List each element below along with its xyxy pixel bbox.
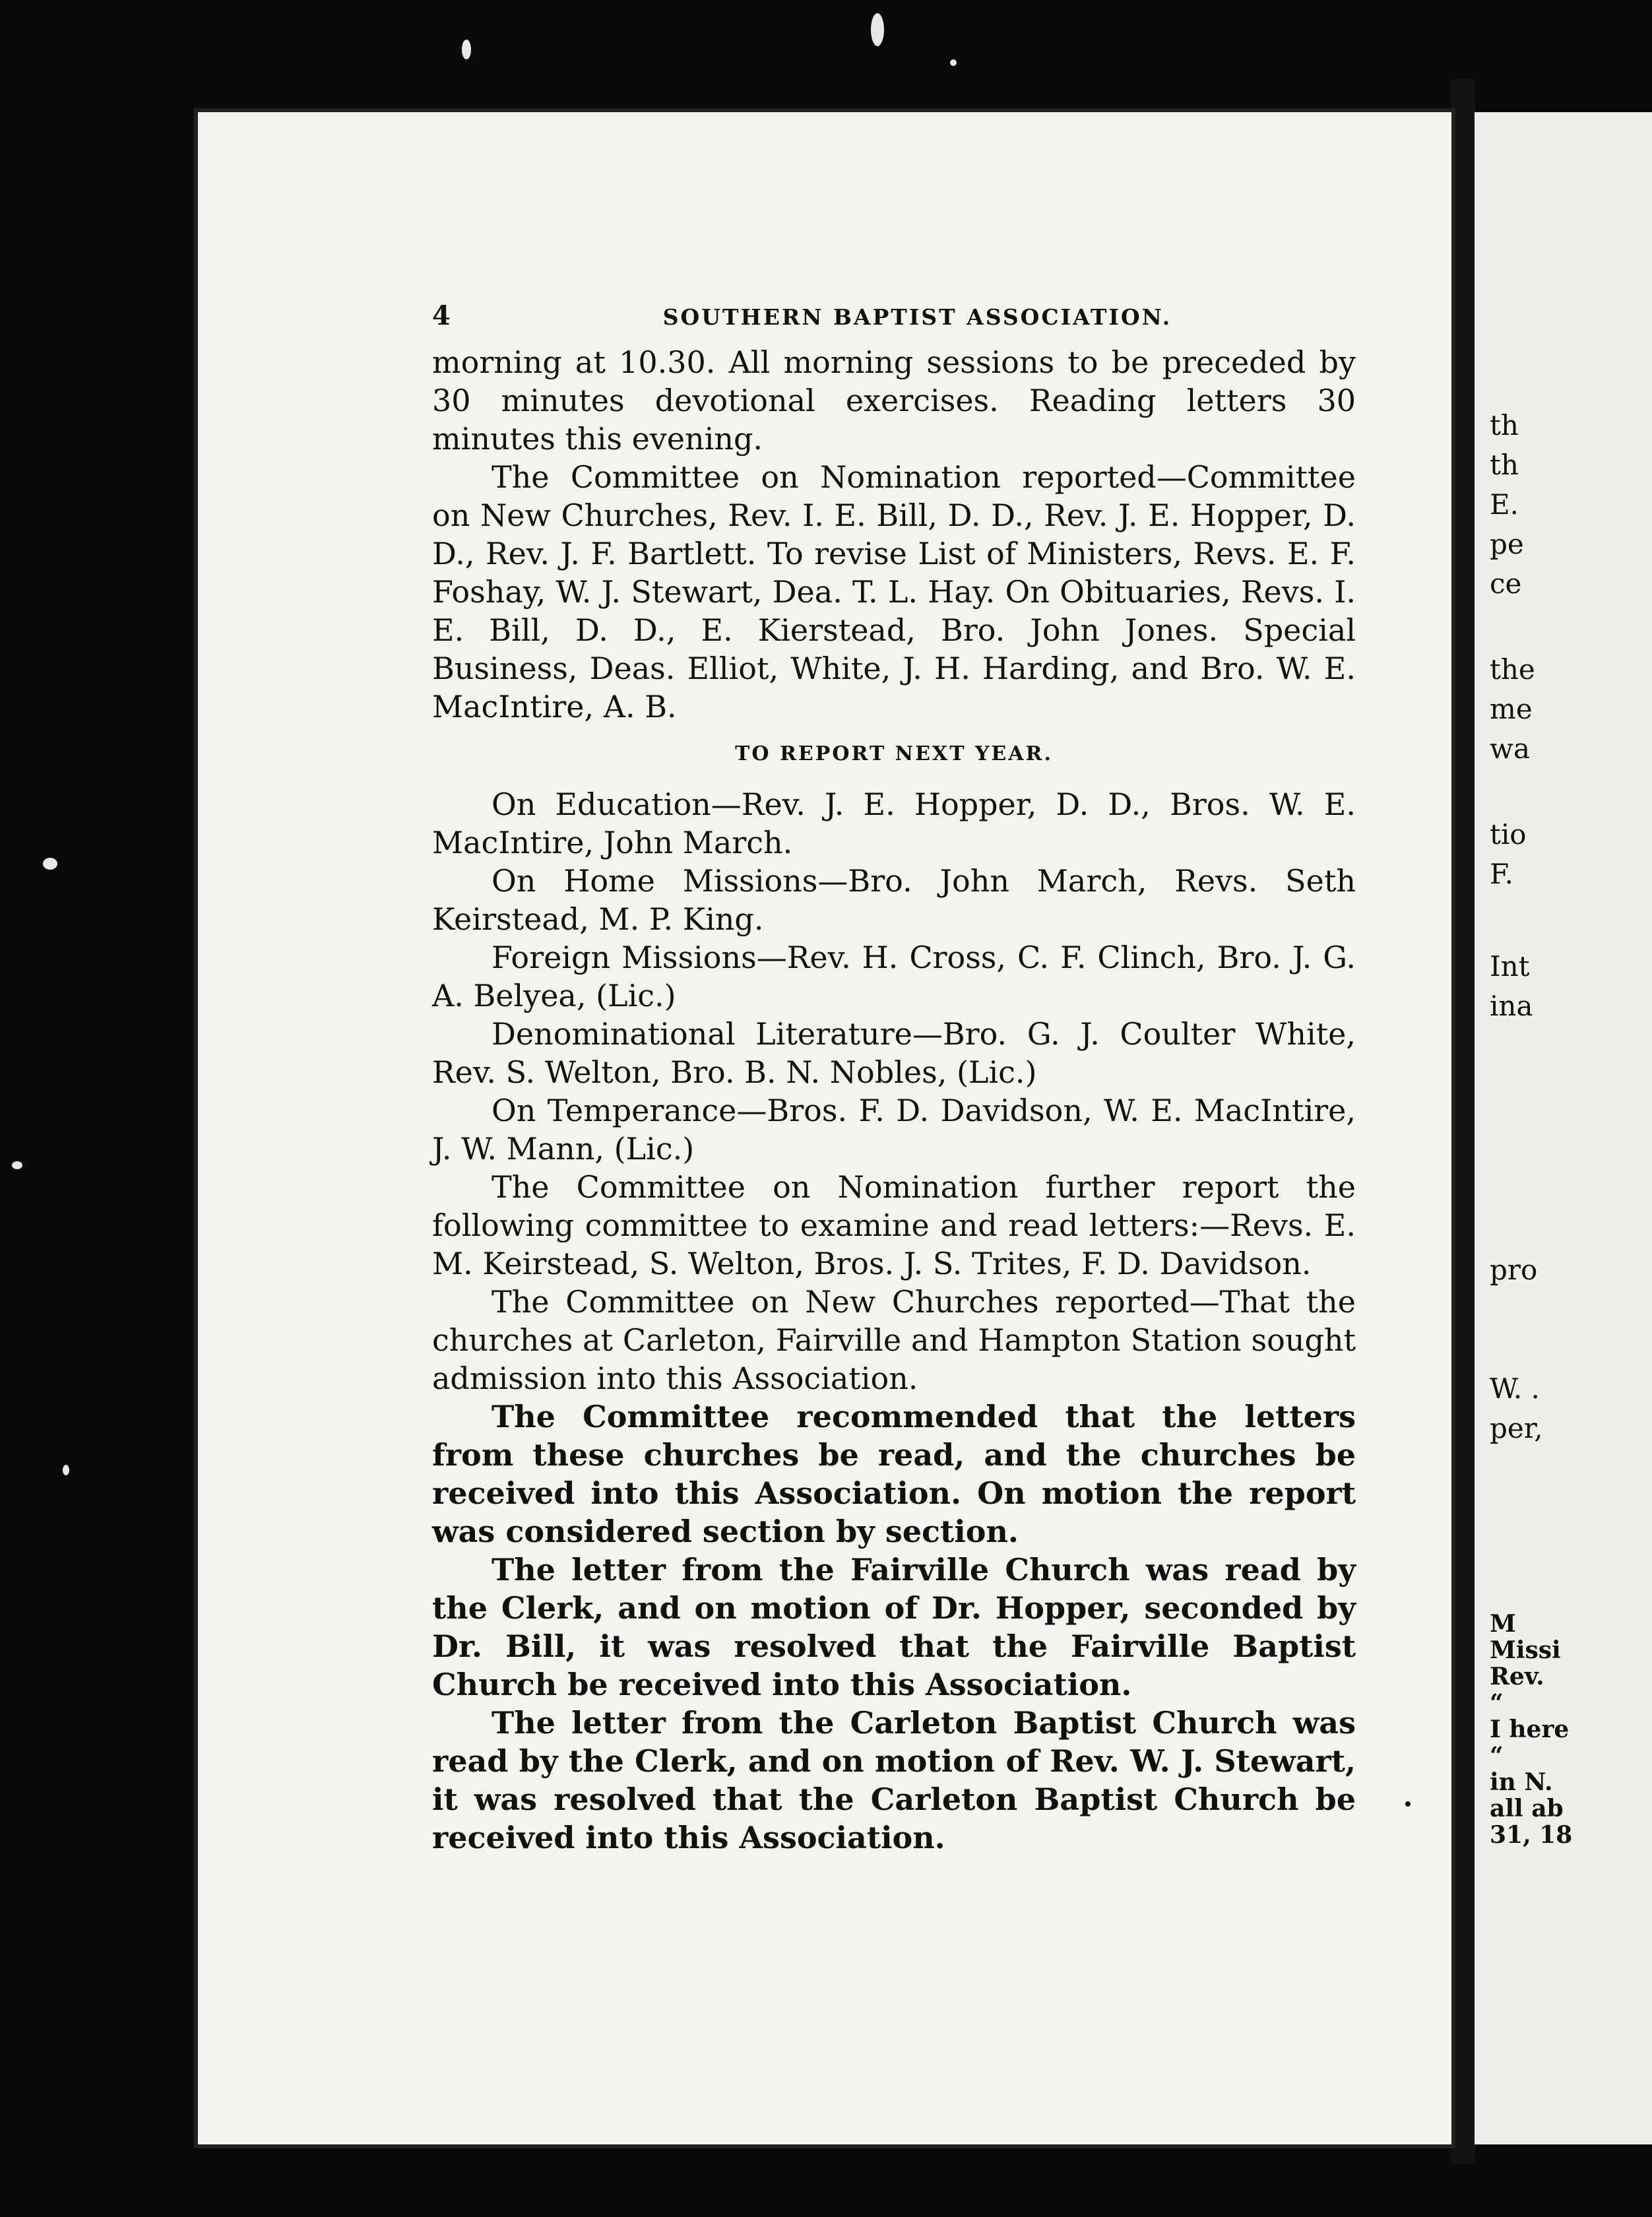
report-item-foreign-missions: Foreign Missions—Rev. H. Cross, C. F. Clinch, Bro. J. G. A. Belyea, (Lic.)	[432, 940, 1356, 1013]
ink-dot	[1405, 1801, 1411, 1807]
paragraph-new-churches: The Committee on New Churches reported—That the churches at Carleton, Fairville and Hampton Station sought admission into this Association.	[432, 1284, 1356, 1396]
fragment-line: th	[1490, 449, 1519, 481]
fragment-line: F.	[1490, 858, 1513, 890]
fragment-line: me	[1490, 693, 1533, 725]
dust-speck	[871, 13, 884, 46]
fragment-line: ce	[1490, 567, 1522, 600]
dust-speck	[950, 59, 957, 66]
paragraph-nomination-further: The Committee on Nomination further report the following committee to examine and read letters:—Revs. E. M. Keirstead, S. Welton, Bros. J. S. Trites, F. D. Davidson.	[432, 1169, 1356, 1281]
fragment-line: “	[1490, 1742, 1504, 1770]
fragment-line: pe	[1490, 528, 1524, 560]
fragment-line: Rev.	[1490, 1663, 1544, 1690]
dust-speck	[43, 858, 57, 870]
report-item-home-missions: On Home Missions—Bro. John March, Revs. Seth Keirstead, M. P. King.	[432, 863, 1356, 937]
report-item-temperance: On Temperance—Bros. F. D. Davidson, W. E. MacIntire, J. W. Mann, (Lic.)	[432, 1093, 1356, 1167]
header-title: SOUTHERN BAPTIST ASSOCIATION.	[662, 304, 1172, 330]
fragment-line: per,	[1490, 1412, 1543, 1444]
paragraph-fairville: The letter from the Fairville Church was read by the Clerk, and on motion of Dr. Hopper, seconded by Dr. Bill, it was resolved that the Fairville Baptist Church be received into this Association.	[432, 1552, 1356, 1702]
report-item-education: On Education—Rev. J. E. Hopper, D. D., Bros. W. E. MacIntire, John March.	[432, 787, 1356, 860]
running-header	[432, 300, 1356, 331]
document-page	[198, 112, 1451, 2144]
fragment-line: “	[1490, 1689, 1504, 1717]
dust-speck	[63, 1465, 69, 1475]
fragment-line: M	[1490, 1610, 1516, 1638]
fragment-line: wa	[1490, 732, 1530, 765]
section-subhead: TO REPORT NEXT YEAR.	[735, 742, 1053, 765]
paragraph-recommended: The Committee recommended that the letters from these churches be read, and the churches be received into this Association. On motion the report was considered section by section.	[432, 1399, 1356, 1549]
paragraph-carleton: The letter from the Carleton Baptist Church was read by the Clerk, and on motion of Rev. W. J. Stewart, it was resolved that the Carleton Baptist Church be received into this Association.	[432, 1705, 1356, 1855]
fragment-line: in N.	[1490, 1768, 1553, 1796]
fragment-line: Missi	[1490, 1636, 1561, 1664]
fragment-line: all ab	[1490, 1795, 1564, 1822]
page-number: 4	[432, 300, 453, 331]
fragment-line: pro	[1490, 1254, 1538, 1286]
dust-speck	[462, 40, 471, 59]
fragment-line: ina	[1490, 990, 1533, 1022]
paragraph-1: morning at 10.30. All morning sessions to be preceded by 30 minutes devotional exercises. Reading letters 30 minutes this evening.	[432, 344, 1356, 457]
fragment-line: E.	[1490, 488, 1519, 521]
dust-speck	[12, 1161, 22, 1169]
report-item-literature: Denominational Literature—Bro. G. J. Coulter White, Rev. S. Welton, Bro. B. N. Nobles, (Lic.)	[432, 1016, 1356, 1090]
fragment-line: th	[1490, 409, 1519, 441]
fragment-line: Int	[1490, 950, 1530, 982]
book-gutter	[1451, 79, 1475, 2164]
fragment-line: W. .	[1490, 1372, 1540, 1405]
body-text	[432, 343, 1356, 1857]
paragraph-2: The Committee on Nomination reported—Committee on New Churches, Rev. I. E. Bill, D. D., Rev. J. E. Hopper, D. D., Rev. J. F. Bartlett. To revise List of Ministers, Revs. E. F. Foshay, W. J. Stewart, Dea. T. L. Hay. On Obituaries, Revs. I. E. Bill, D. D., E. Kierstead, Bro. John Jones. Special Business, Deas. Elliot, White, J. H. Harding, and Bro. W. E. MacIntire, A. B.	[432, 459, 1356, 724]
fragment-line: I here	[1490, 1716, 1570, 1743]
page-content	[432, 300, 1356, 1857]
fragment-line: 31, 18	[1490, 1821, 1573, 1849]
fragment-line: the	[1490, 653, 1535, 686]
fragment-line: tio	[1490, 818, 1527, 851]
